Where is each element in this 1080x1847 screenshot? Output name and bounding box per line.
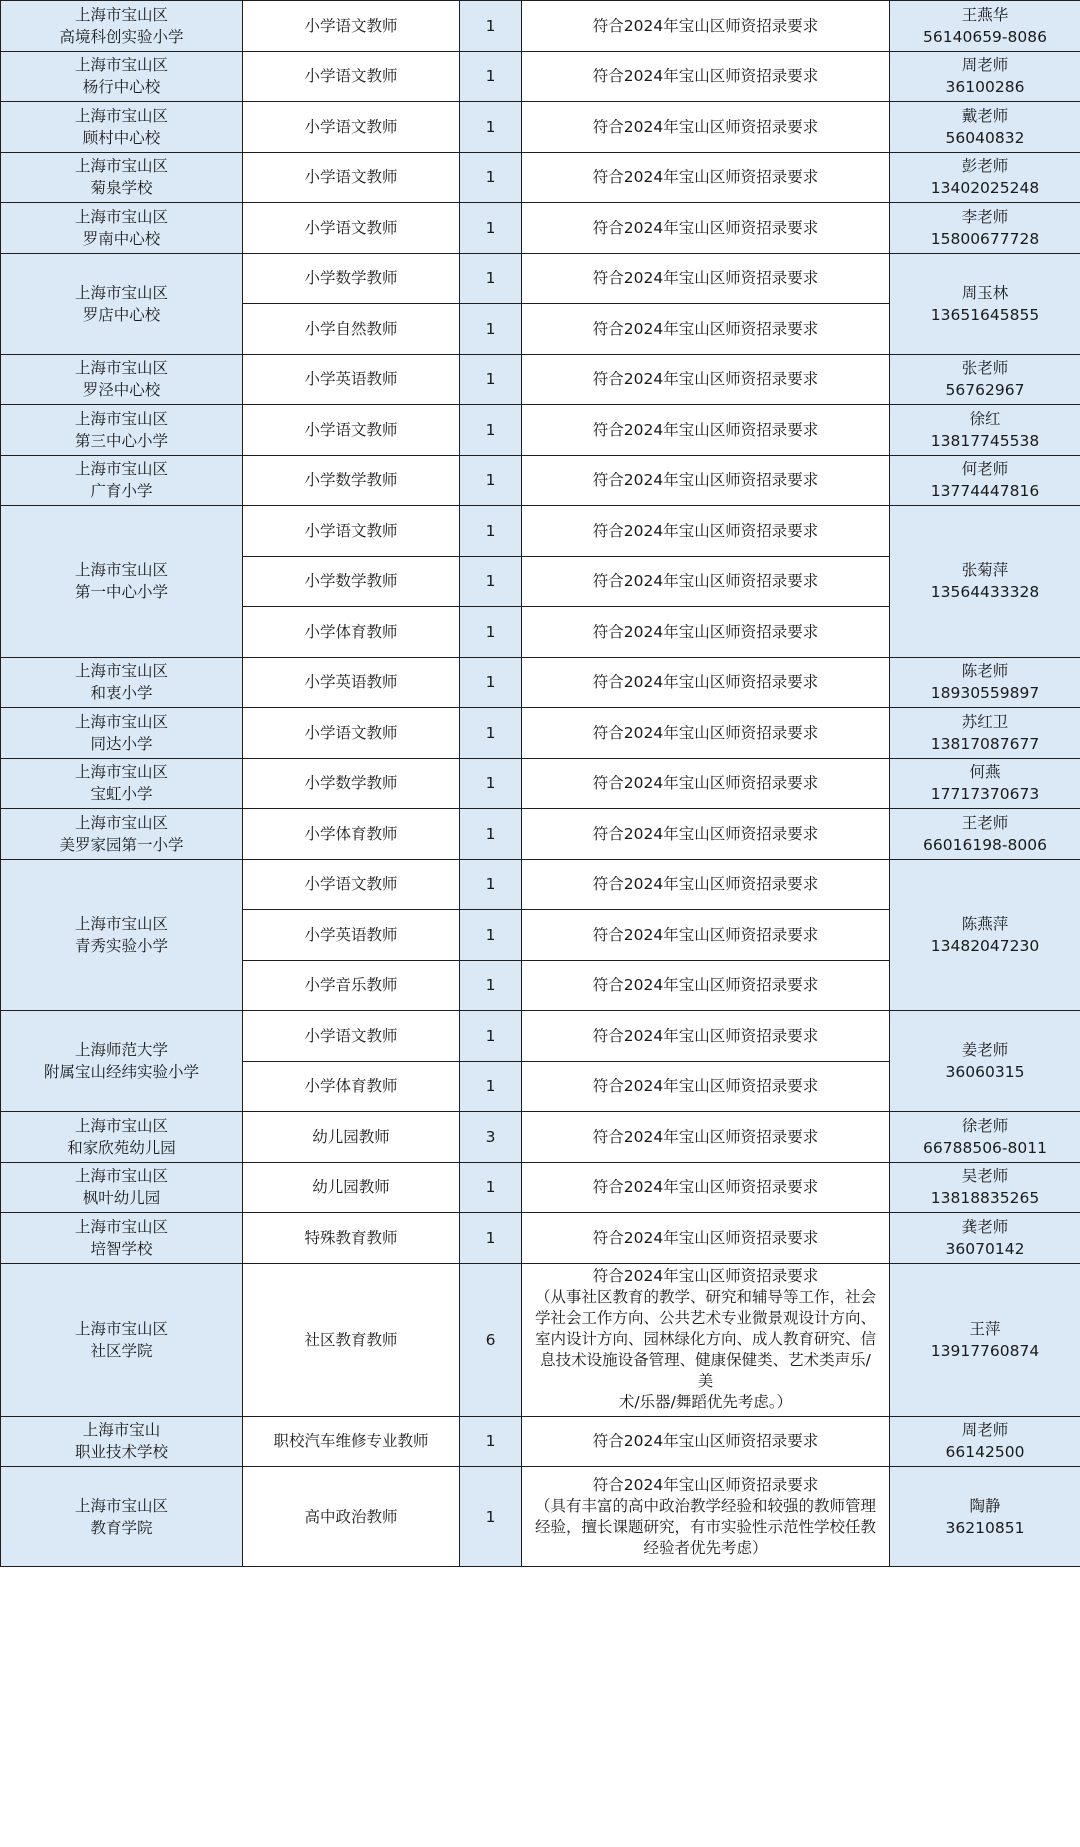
requirement-cell — [522, 1263, 890, 1416]
position-count-cell: 1 — [460, 657, 522, 708]
position-title-cell: 小学体育教师 — [243, 607, 460, 658]
position-count-cell: 1 — [460, 1467, 522, 1567]
table-row — [1, 51, 1080, 102]
requirement-line: （具有丰富的高中政治教学经验和较强的教师管理 — [534, 1496, 876, 1515]
position-count-cell: 1 — [460, 708, 522, 759]
position-title-cell: 小学语文教师 — [243, 506, 460, 557]
contact-cell — [890, 1467, 1080, 1567]
school-name-cell — [1, 809, 243, 860]
school-name-line: 上海市宝山区 — [74, 460, 168, 479]
position-title-cell: 小学数学教师 — [243, 455, 460, 506]
school-name-line: 广育小学 — [90, 482, 153, 501]
requirement-cell: 符合2024年宝山区师资招录要求 — [522, 506, 890, 557]
contact-name: 徐红 — [969, 409, 1001, 428]
contact-phone: 13564433328 — [930, 583, 1040, 602]
contact-name: 彭老师 — [961, 157, 1009, 176]
requirement-cell: 符合2024年宝山区师资招录要求 — [522, 859, 890, 910]
contact-phone: 18930559897 — [930, 684, 1040, 703]
position-title-cell: 职校汽车维修专业教师 — [243, 1416, 460, 1467]
school-name-cell — [1, 253, 243, 354]
requirement-cell: 符合2024年宝山区师资招录要求 — [522, 1416, 890, 1467]
contact-phone: 13817745538 — [930, 431, 1040, 450]
school-name-line: 和家欣苑幼儿园 — [67, 1138, 176, 1157]
position-count-cell: 1 — [460, 960, 522, 1011]
requirement-cell: 符合2024年宝山区师资招录要求 — [522, 354, 890, 405]
requirement-cell: 符合2024年宝山区师资招录要求 — [522, 51, 890, 102]
contact-cell — [890, 1, 1080, 52]
school-name-line: 上海市宝山区 — [74, 157, 168, 176]
contact-name: 王萍 — [969, 1319, 1001, 1338]
contact-cell — [890, 203, 1080, 254]
contact-phone: 13651645855 — [930, 305, 1040, 324]
school-name-line: 上海市宝山区 — [74, 5, 168, 24]
position-title-cell: 小学语文教师 — [243, 708, 460, 759]
school-name-line: 杨行中心校 — [82, 78, 161, 97]
contact-phone: 13917760874 — [930, 1341, 1040, 1360]
school-name-line: 附属宝山经纬实验小学 — [43, 1063, 199, 1081]
school-name-line: 上海市宝山区 — [74, 1217, 168, 1236]
position-title-cell: 小学语文教师 — [243, 152, 460, 203]
position-title-cell: 小学数学教师 — [243, 758, 460, 809]
requirement-line: （从事社区教育的教学、研究和辅导等工作，社会 — [534, 1288, 876, 1306]
school-name-cell — [1, 1263, 243, 1416]
position-count-cell: 1 — [460, 1, 522, 52]
requirement-cell: 符合2024年宝山区师资招录要求 — [522, 405, 890, 456]
position-title-cell: 小学体育教师 — [243, 809, 460, 860]
school-name-line: 罗南中心校 — [82, 229, 161, 248]
position-title-cell: 社区教育教师 — [243, 1263, 460, 1416]
contact-phone: 13817087677 — [930, 734, 1040, 753]
contact-cell — [890, 354, 1080, 405]
school-name-cell — [1, 405, 243, 456]
contact-cell — [890, 1263, 1080, 1416]
school-name-line: 上海市宝山区 — [74, 283, 168, 302]
school-name-cell — [1, 708, 243, 759]
contact-phone: 36210851 — [945, 1518, 1025, 1537]
position-title-cell: 小学语文教师 — [243, 51, 460, 102]
position-count-cell: 1 — [460, 1416, 522, 1467]
table-row — [1, 506, 1080, 557]
position-title-cell: 小学英语教师 — [243, 657, 460, 708]
position-count-cell: 1 — [460, 51, 522, 102]
contact-phone: 66016198-8006 — [923, 835, 1047, 854]
table-row — [1, 758, 1080, 809]
school-name-cell — [1, 51, 243, 102]
school-name-cell — [1, 1213, 243, 1264]
table-row — [1, 809, 1080, 860]
position-count-cell: 3 — [460, 1112, 522, 1163]
school-name-line: 上海市宝山区 — [74, 763, 168, 782]
requirement-cell: 符合2024年宝山区师资招录要求 — [522, 809, 890, 860]
school-name-line: 枫叶幼儿园 — [82, 1189, 161, 1208]
position-title-cell: 小学音乐教师 — [243, 960, 460, 1011]
position-title-cell: 小学数学教师 — [243, 556, 460, 607]
position-count-cell: 1 — [460, 506, 522, 557]
contact-cell — [890, 708, 1080, 759]
position-count-cell: 1 — [460, 556, 522, 607]
table-row — [1, 152, 1080, 203]
requirement-cell: 符合2024年宝山区师资招录要求 — [522, 304, 890, 355]
recruitment-table-body — [1, 1, 1080, 1567]
contact-cell — [890, 657, 1080, 708]
requirement-line: 息技术设施设备管理、健康保健类、艺术类声乐/美 — [540, 1351, 871, 1390]
position-title-cell: 幼儿园教师 — [243, 1112, 460, 1163]
requirement-line: 符合2024年宝山区师资招录要求 — [592, 1267, 819, 1285]
contact-name: 张老师 — [961, 359, 1009, 378]
contact-phone: 13774447816 — [930, 482, 1040, 501]
requirement-cell: 符合2024年宝山区师资招录要求 — [522, 657, 890, 708]
contact-cell — [890, 809, 1080, 860]
contact-cell — [890, 455, 1080, 506]
table-row — [1, 405, 1080, 456]
position-count-cell: 1 — [460, 859, 522, 910]
table-row — [1, 253, 1080, 304]
table-row — [1, 1213, 1080, 1264]
position-count-cell: 1 — [460, 1011, 522, 1062]
contact-name: 吴老师 — [961, 1167, 1009, 1186]
contact-phone: 13482047230 — [930, 936, 1040, 955]
table-row — [1, 203, 1080, 254]
contact-name: 陶静 — [969, 1496, 1001, 1515]
requirement-cell — [522, 1467, 890, 1567]
school-name-line: 社区学院 — [90, 1341, 153, 1360]
contact-phone: 66788506-8011 — [923, 1138, 1047, 1157]
contact-name: 何燕 — [969, 763, 1001, 782]
position-count-cell: 1 — [460, 152, 522, 203]
position-count-cell: 1 — [460, 102, 522, 153]
contact-cell — [890, 1162, 1080, 1213]
school-name-cell — [1, 506, 243, 658]
school-name-line: 教育学院 — [90, 1518, 153, 1537]
school-name-cell — [1, 1416, 243, 1467]
requirement-cell: 符合2024年宝山区师资招录要求 — [522, 1061, 890, 1112]
table-row — [1, 1162, 1080, 1213]
position-title-cell: 特殊教育教师 — [243, 1213, 460, 1264]
contact-name: 王老师 — [961, 813, 1009, 832]
requirement-cell: 符合2024年宝山区师资招录要求 — [522, 152, 890, 203]
school-name-line: 上海市宝山区 — [74, 1116, 168, 1135]
position-count-cell: 1 — [460, 405, 522, 456]
position-count-cell: 1 — [460, 253, 522, 304]
position-count-cell: 1 — [460, 203, 522, 254]
position-title-cell: 小学英语教师 — [243, 910, 460, 961]
contact-name: 徐老师 — [961, 1116, 1009, 1135]
school-name-line: 顾村中心校 — [82, 128, 161, 147]
requirement-cell: 符合2024年宝山区师资招录要求 — [522, 1213, 890, 1264]
school-name-line: 第三中心小学 — [74, 431, 168, 450]
position-count-cell: 1 — [460, 910, 522, 961]
school-name-cell — [1, 1011, 243, 1112]
school-name-cell — [1, 203, 243, 254]
school-name-line: 上海市宝山区 — [74, 359, 168, 378]
contact-cell — [890, 253, 1080, 354]
position-title-cell: 小学语文教师 — [243, 859, 460, 910]
contact-phone: 36060315 — [945, 1063, 1025, 1081]
position-title-cell: 小学英语教师 — [243, 354, 460, 405]
school-name-line: 上海市宝山区 — [74, 914, 168, 933]
requirement-line: 学社会工作方向、公共艺术专业微景观设计方向、 — [534, 1309, 876, 1327]
position-count-cell: 1 — [460, 758, 522, 809]
school-name-line: 上海师范大学 — [74, 1041, 168, 1059]
school-name-line: 上海市宝山区 — [74, 1319, 168, 1338]
table-row — [1, 354, 1080, 405]
position-title-cell: 小学语文教师 — [243, 405, 460, 456]
table-row — [1, 1416, 1080, 1467]
contact-phone: 13818835265 — [930, 1189, 1040, 1208]
school-name-line: 美罗家园第一小学 — [59, 835, 184, 854]
requirement-cell: 符合2024年宝山区师资招录要求 — [522, 455, 890, 506]
contact-cell — [890, 51, 1080, 102]
school-name-line: 同达小学 — [90, 734, 153, 753]
school-name-line: 上海市宝山 — [82, 1421, 161, 1440]
contact-phone: 15800677728 — [930, 229, 1040, 248]
school-name-line: 上海市宝山区 — [74, 1496, 168, 1515]
school-name-cell — [1, 1162, 243, 1213]
school-name-line: 高境科创实验小学 — [59, 27, 184, 46]
contact-phone: 17717370673 — [930, 785, 1040, 804]
school-name-line: 罗店中心校 — [82, 305, 161, 324]
contact-cell — [890, 152, 1080, 203]
school-name-cell — [1, 354, 243, 405]
contact-cell — [890, 102, 1080, 153]
requirement-cell: 符合2024年宝山区师资招录要求 — [522, 1011, 890, 1062]
school-name-cell — [1, 859, 243, 1011]
school-name-line: 培智学校 — [90, 1239, 153, 1258]
contact-cell — [890, 1416, 1080, 1467]
school-name-line: 上海市宝山区 — [74, 106, 168, 125]
requirement-line: 经验，擅长课题研究，有市实验性示范性学校任教 — [534, 1517, 876, 1536]
school-name-line: 上海市宝山区 — [74, 1167, 168, 1186]
position-count-cell: 1 — [460, 455, 522, 506]
contact-name: 周玉林 — [961, 283, 1009, 302]
requirement-line: 经验者优先考虑） — [643, 1538, 768, 1557]
position-count-cell: 1 — [460, 607, 522, 658]
contact-name: 龚老师 — [961, 1217, 1009, 1236]
contact-phone: 36070142 — [945, 1239, 1025, 1258]
table-row — [1, 1263, 1080, 1416]
contact-name: 陈燕萍 — [961, 914, 1009, 933]
requirement-cell: 符合2024年宝山区师资招录要求 — [522, 607, 890, 658]
contact-cell — [890, 1112, 1080, 1163]
position-count-cell: 1 — [460, 1213, 522, 1264]
table-row — [1, 1467, 1080, 1567]
position-title-cell: 幼儿园教师 — [243, 1162, 460, 1213]
contact-name: 张菊萍 — [961, 561, 1009, 580]
contact-cell — [890, 859, 1080, 1011]
contact-name: 王燕华 — [961, 5, 1009, 24]
school-name-cell — [1, 455, 243, 506]
table-row — [1, 455, 1080, 506]
school-name-line: 罗泾中心校 — [82, 381, 161, 400]
requirement-line: 符合2024年宝山区师资招录要求 — [592, 1475, 819, 1494]
requirement-cell: 符合2024年宝山区师资招录要求 — [522, 1, 890, 52]
school-name-line: 上海市宝山区 — [74, 712, 168, 731]
contact-name: 何老师 — [961, 460, 1009, 479]
table-row — [1, 657, 1080, 708]
school-name-line: 上海市宝山区 — [74, 662, 168, 681]
school-name-cell — [1, 758, 243, 809]
position-title-cell: 小学语文教师 — [243, 203, 460, 254]
contact-phone: 36100286 — [945, 78, 1025, 97]
position-title-cell: 小学体育教师 — [243, 1061, 460, 1112]
requirement-cell: 符合2024年宝山区师资招录要求 — [522, 1112, 890, 1163]
contact-phone: 56140659-8086 — [923, 27, 1047, 46]
requirement-cell: 符合2024年宝山区师资招录要求 — [522, 758, 890, 809]
contact-name: 陈老师 — [961, 662, 1009, 681]
position-count-cell: 1 — [460, 1061, 522, 1112]
school-name-line: 上海市宝山区 — [74, 813, 168, 832]
school-name-line: 青秀实验小学 — [74, 936, 168, 955]
table-row — [1, 1011, 1080, 1062]
contact-phone: 13402025248 — [930, 179, 1040, 198]
school-name-cell — [1, 1112, 243, 1163]
contact-name: 戴老师 — [961, 106, 1009, 125]
requirement-cell: 符合2024年宝山区师资招录要求 — [522, 960, 890, 1011]
school-name-cell — [1, 1, 243, 52]
contact-cell — [890, 1011, 1080, 1112]
school-name-cell — [1, 657, 243, 708]
position-count-cell: 6 — [460, 1263, 522, 1416]
contact-name: 苏红卫 — [961, 712, 1009, 731]
school-name-cell — [1, 152, 243, 203]
requirement-cell: 符合2024年宝山区师资招录要求 — [522, 203, 890, 254]
position-title-cell: 小学语文教师 — [243, 102, 460, 153]
position-title-cell: 小学数学教师 — [243, 253, 460, 304]
school-name-line: 上海市宝山区 — [74, 409, 168, 428]
school-name-cell — [1, 1467, 243, 1567]
contact-phone: 56762967 — [945, 381, 1025, 400]
position-title-cell: 高中政治教师 — [243, 1467, 460, 1567]
contact-name: 姜老师 — [961, 1041, 1009, 1059]
requirement-cell: 符合2024年宝山区师资招录要求 — [522, 910, 890, 961]
table-row — [1, 859, 1080, 910]
school-name-line: 上海市宝山区 — [74, 207, 168, 226]
school-name-line: 第一中心小学 — [74, 583, 168, 602]
school-name-line: 菊泉学校 — [90, 179, 153, 198]
contact-phone: 66142500 — [945, 1443, 1025, 1462]
position-count-cell: 1 — [460, 1162, 522, 1213]
requirement-line: 术/乐器/舞蹈优先考虑。） — [618, 1393, 793, 1411]
contact-name: 李老师 — [961, 207, 1009, 226]
school-name-line: 上海市宝山区 — [74, 561, 168, 580]
contact-cell — [890, 506, 1080, 658]
position-count-cell: 1 — [460, 809, 522, 860]
requirement-cell: 符合2024年宝山区师资招录要求 — [522, 1162, 890, 1213]
requirement-line: 室内设计方向、园林绿化方向、成人教育研究、信 — [534, 1330, 876, 1348]
position-title-cell: 小学自然教师 — [243, 304, 460, 355]
contact-cell — [890, 758, 1080, 809]
position-count-cell: 1 — [460, 304, 522, 355]
requirement-cell: 符合2024年宝山区师资招录要求 — [522, 102, 890, 153]
table-row — [1, 708, 1080, 759]
requirement-cell: 符合2024年宝山区师资招录要求 — [522, 253, 890, 304]
school-name-line: 宝虹小学 — [90, 785, 153, 804]
table-row — [1, 102, 1080, 153]
position-title-cell: 小学语文教师 — [243, 1011, 460, 1062]
contact-cell — [890, 405, 1080, 456]
table-row — [1, 1, 1080, 52]
contact-phone: 56040832 — [945, 128, 1025, 147]
school-name-line: 上海市宝山区 — [74, 56, 168, 75]
requirement-cell: 符合2024年宝山区师资招录要求 — [522, 556, 890, 607]
school-name-line: 和衷小学 — [90, 684, 153, 703]
school-name-cell — [1, 102, 243, 153]
position-title-cell: 小学语文教师 — [243, 1, 460, 52]
requirement-cell: 符合2024年宝山区师资招录要求 — [522, 708, 890, 759]
position-count-cell: 1 — [460, 354, 522, 405]
contact-name: 周老师 — [961, 1421, 1009, 1440]
contact-name: 周老师 — [961, 56, 1009, 75]
school-name-line: 职业技术学校 — [74, 1443, 168, 1462]
table-row — [1, 1112, 1080, 1163]
contact-cell — [890, 1213, 1080, 1264]
